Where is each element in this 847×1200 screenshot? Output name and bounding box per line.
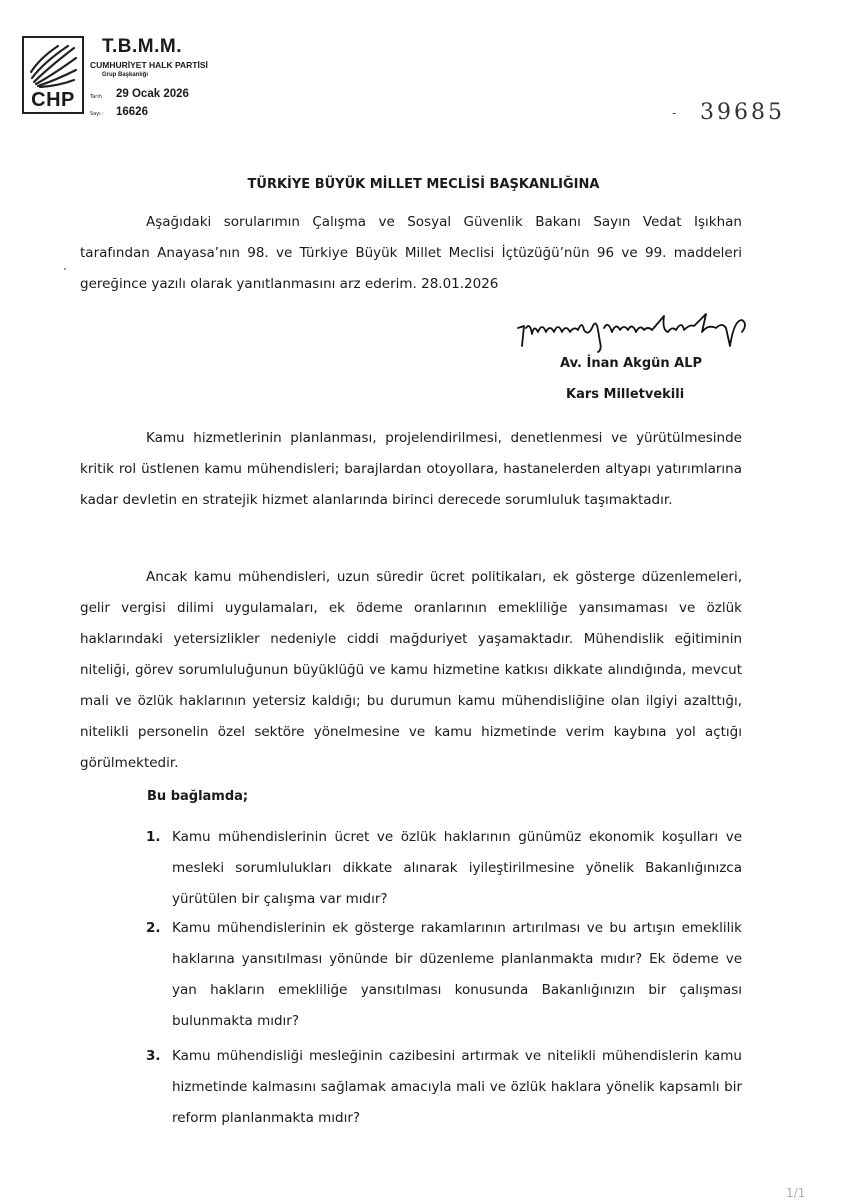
tbmm-stamp bbox=[22, 36, 222, 126]
stamp-title: T.B.M.M. bbox=[102, 36, 182, 57]
stamp-party: CUMHURİYET HALK PARTİSİ bbox=[90, 60, 208, 70]
page-number: 1/1 bbox=[786, 1186, 806, 1200]
body-paragraph: Ancak kamu mühendisleri, uzun süredir ücret politikaları, ek gösterge düzenlemeleri, gelir vergisi dilimi uygulamaları, ek ödeme oranlarının emekliliğe yansımaması ve özlük haklarındaki yetersizlikler nedeniyle ciddi mağduriyet yaşamaktadır. Mühendislik eğitiminin niteliği, görev sorumluluğunun büyüklüğü ve kamu hizmetine katkısı dikkate alındığında, mevcut mali ve özlük haklarının yetersiz kaldığı; bu durumun kamu mühendisliğine olan ilgiyi azalttığı, nitelikli personelin özel sektöre yönelmesine ve kamu hizmetinde verim kaybına yol açtığı görülmektedir. bbox=[80, 569, 742, 771]
question-number: 1. bbox=[146, 829, 161, 845]
context-label: Bu bağlamda; bbox=[147, 789, 249, 804]
signatory-name: Av. İnan Akgün ALP bbox=[560, 356, 703, 371]
six-arrows-icon bbox=[28, 42, 80, 88]
question-text: Kamu mühendisliği mesleğinin cazibesini artırmak ve nitelikli mühendislerin kamu hizmetinde kalmasını sağlamak amacıyla mali ve özlük haklara yönelik kapsamlı bir reform planlanmakta mıdır? bbox=[172, 1048, 742, 1126]
intro-paragraph: Aşağıdaki sorularımın Çalışma ve Sosyal Güvenlik Bakanı Sayın Vedat Işıkhan tarafından Anayasa’nın 98. ve Türkiye Büyük Millet Meclisi İçtüzüğü’nün 96 ve 99. maddeleri gereğince yazılı olarak yanıtlanmasını arz ederim. 28.01.2026 bbox=[80, 214, 742, 292]
chp-logo bbox=[22, 36, 84, 114]
stamp-group: Grup Başkanlığı bbox=[102, 72, 149, 78]
stamp-number-label: Sayı : bbox=[90, 111, 104, 117]
registration-dash: - bbox=[672, 106, 677, 120]
scan-speck bbox=[64, 268, 66, 270]
body-paragraph: Kamu hizmetlerinin planlanması, projelendirilmesi, denetlenmesi ve yürütülmesinde kritik rol üstlenen kamu mühendisleri; barajlardan otoyollara, hastanelerden altyapı yatırımlarına kadar devletin en stratejik hizmet alanlarında birinci derecede sorumluluk taşımaktadır. bbox=[80, 430, 742, 508]
stamp-date-label: Tarih bbox=[90, 94, 102, 100]
question-number: 3. bbox=[146, 1048, 161, 1064]
stamp-number: 16626 bbox=[116, 106, 148, 118]
logo-text: CHP bbox=[24, 88, 82, 112]
question-number: 2. bbox=[146, 920, 161, 936]
handwritten-signature bbox=[512, 306, 762, 358]
signatory-title: Kars Milletvekili bbox=[566, 387, 685, 402]
stamp-date: 29 Ocak 2026 bbox=[116, 88, 189, 100]
page-heading: TÜRKİYE BÜYÜK MİLLET MECLİSİ BAŞKANLIĞINA bbox=[247, 177, 600, 192]
registration-number: 39685 bbox=[700, 100, 785, 125]
question-text: Kamu mühendislerinin ücret ve özlük haklarının günümüz ekonomik koşulları ve mesleki sorumlulukları dikkate alınarak iyileştirilmesine yönelik Bakanlığınızca yürütülen bir çalışma var mıdır? bbox=[172, 829, 742, 907]
question-text: Kamu mühendislerinin ek gösterge rakamlarının artırılması ve bu artışın emeklilik haklarına yansıtılması yönünde bir düzenleme planlanmakta mıdır? Ek ödeme ve yan hakların emekliliğe yansıtılması konusunda Bakanlığınızın bir çalışması bulunmakta mıdır? bbox=[172, 920, 742, 1029]
